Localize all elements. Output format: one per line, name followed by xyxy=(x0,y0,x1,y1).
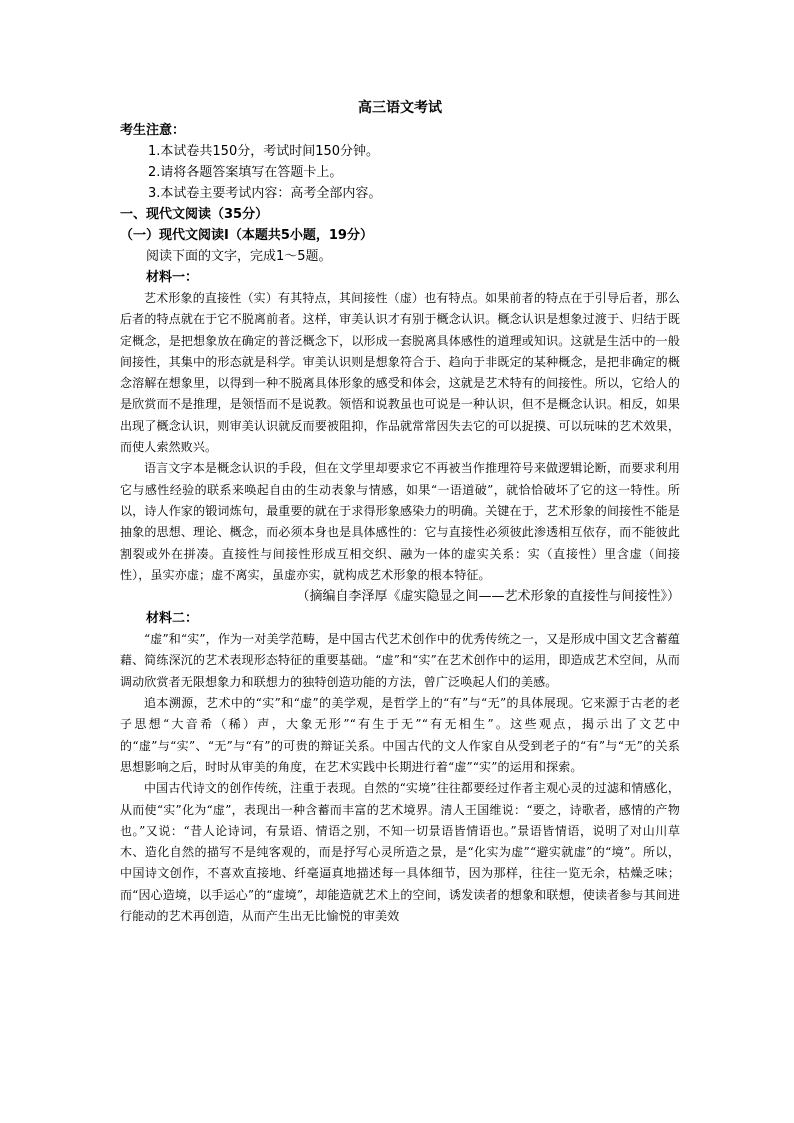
material2-paragraph-3: 中国古代诗文的创作传统，注重于表现。自然的“实境”往往都要经过作者主观心灵的过滤和情感化，从而使“实”化为“虚”，表现出一种含蓄而丰富的艺术境界。清人王国维说：“要之，诗歌者，感情的产物也。”又说：“昔人论诗词，有景语、情语之别，不知一切景语皆情语也。”景语皆情语，说明了对山川草木、造化自然的描写不是纯客观的，而是抒写心灵所造之景，是“化实为虚”“避实就虚”的“境”。所以，中国诗文创作，不喜欢直接地、纤毫逼真地描述每一具体细节，因为那样，往往一览无余，枯燥乏味；而“因心造境，以手运心”的“虚境”，却能造就艺术上的空间，诱发读者的想象和联想，使读者参与其间进行能动的艺术再创造，从而产生出无比愉悦的审美效 xyxy=(120,781,680,924)
material1-label: 材料一： xyxy=(146,270,199,285)
notice-heading: 考生注意： xyxy=(120,123,186,138)
material1-paragraph-2: 语言文字本是概念认识的手段，但在文学里却要求它不再被当作推理符号来做逻辑论断，而要求利用它与感性经验的联系来唤起自由的生动表象与情感，如果“一语道破”，就恰恰破坏了它的这一特性。所以，诗人作家的锻词炼句，最重要的就在于求得形象感染力的明确。关键在于，艺术形象的间接性不能是抽象的思想、理论、概念，而必须本身也是具体感性的：它与直接性必须彼此渗透相互依存，而不能彼此割裂或外在拼凑。直接性与间接性形成互相交织、融为一体的虚实关系：实（直接性）里含虚（间接性），虽实亦虚；虚不离实，虽虚亦实，就构成艺术形象的根本特征。 xyxy=(120,461,680,582)
material2-paragraph-2: 追本溯源，艺术中的“实”和“虚”的美学观，是哲学上的“有”与“无”的具体展现。它来源于古老的老子思想“大音希（稀）声，大象无形”“有生于无”“有无相生”。这些观点，揭示出了文艺中的“虚”与“实”、“无”与“有”的可贵的辩证关系。中国古代的文人作家自从受到老子的“有”与“无”的关系思想影响之后，时时从审美的角度，在艺术实践中长期进行着“虚”“实”的运用和探索。 xyxy=(120,696,680,774)
subsection-heading: （一）现代文阅读Ⅰ（本题共5小题，19分） xyxy=(120,228,373,243)
notice-item-2: 2.请将各题答案填写在答题卡上。 xyxy=(148,165,343,180)
exam-page xyxy=(120,98,680,927)
section-heading: 一、现代文阅读（35分） xyxy=(120,207,269,222)
material1-paragraph-1: 艺术形象的直接性（实）有其特点，其间接性（虚）也有特点。如果前者的特点在于引导后者，那么后者的特点就在于它不脱离前者。这样，审美认识才有别于概念认识。概念认识是想象过渡于、归结于既定概念，是把想象放在确定的普泛概念下，以形成一套脱离具体感性的道理或知识。这就是生活中的一般间接性，其集中的形态就是科学。审美认识则是想象符合于、趋向于非既定的某种概念，是把非确定的概念溶解在想象里，以得到一种不脱离具体形象的感受和体会，这就是艺术特有的间接性。所以，它给人的是欣赏而不是推理，是领悟而不是说教。领悟和说教虽也可说是一种认识，但不是概念认识。相反，如果出现了概念认识，则审美认识就反而要被阻抑，作品就常常因失去它的可以捉摸、可以玩味的艺术效果，而使人索然败兴。 xyxy=(120,291,680,455)
notice-item-1: 1.本试卷共150分，考试时间150分钟。 xyxy=(148,144,380,159)
reading-instruction: 阅读下面的文字，完成1～5题。 xyxy=(146,249,332,264)
material1-source: （摘编自李泽厚《虚实隐显之间——艺术形象的直接性与间接性》） xyxy=(296,589,680,605)
material2-label: 材料二： xyxy=(146,611,199,627)
notice-item-3: 3.本试卷主要考试内容：高考全部内容。 xyxy=(148,186,382,201)
page-title: 高三语文考试 xyxy=(358,100,442,116)
material2-paragraph-1: “虚”和“实”，作为一对美学范畴，是中国古代艺术创作中的优秀传统之一，又是形成中国文艺含蓄蕴藉、简练深沉的艺术表现形态特征的重要基础。“虚”和“实”在艺术创作中的运用，即造成艺术空间，从而调动欣赏者无限想象力和联想力的独特创造功能的方法，曾广泛唤起人们的美感。 xyxy=(120,632,680,689)
